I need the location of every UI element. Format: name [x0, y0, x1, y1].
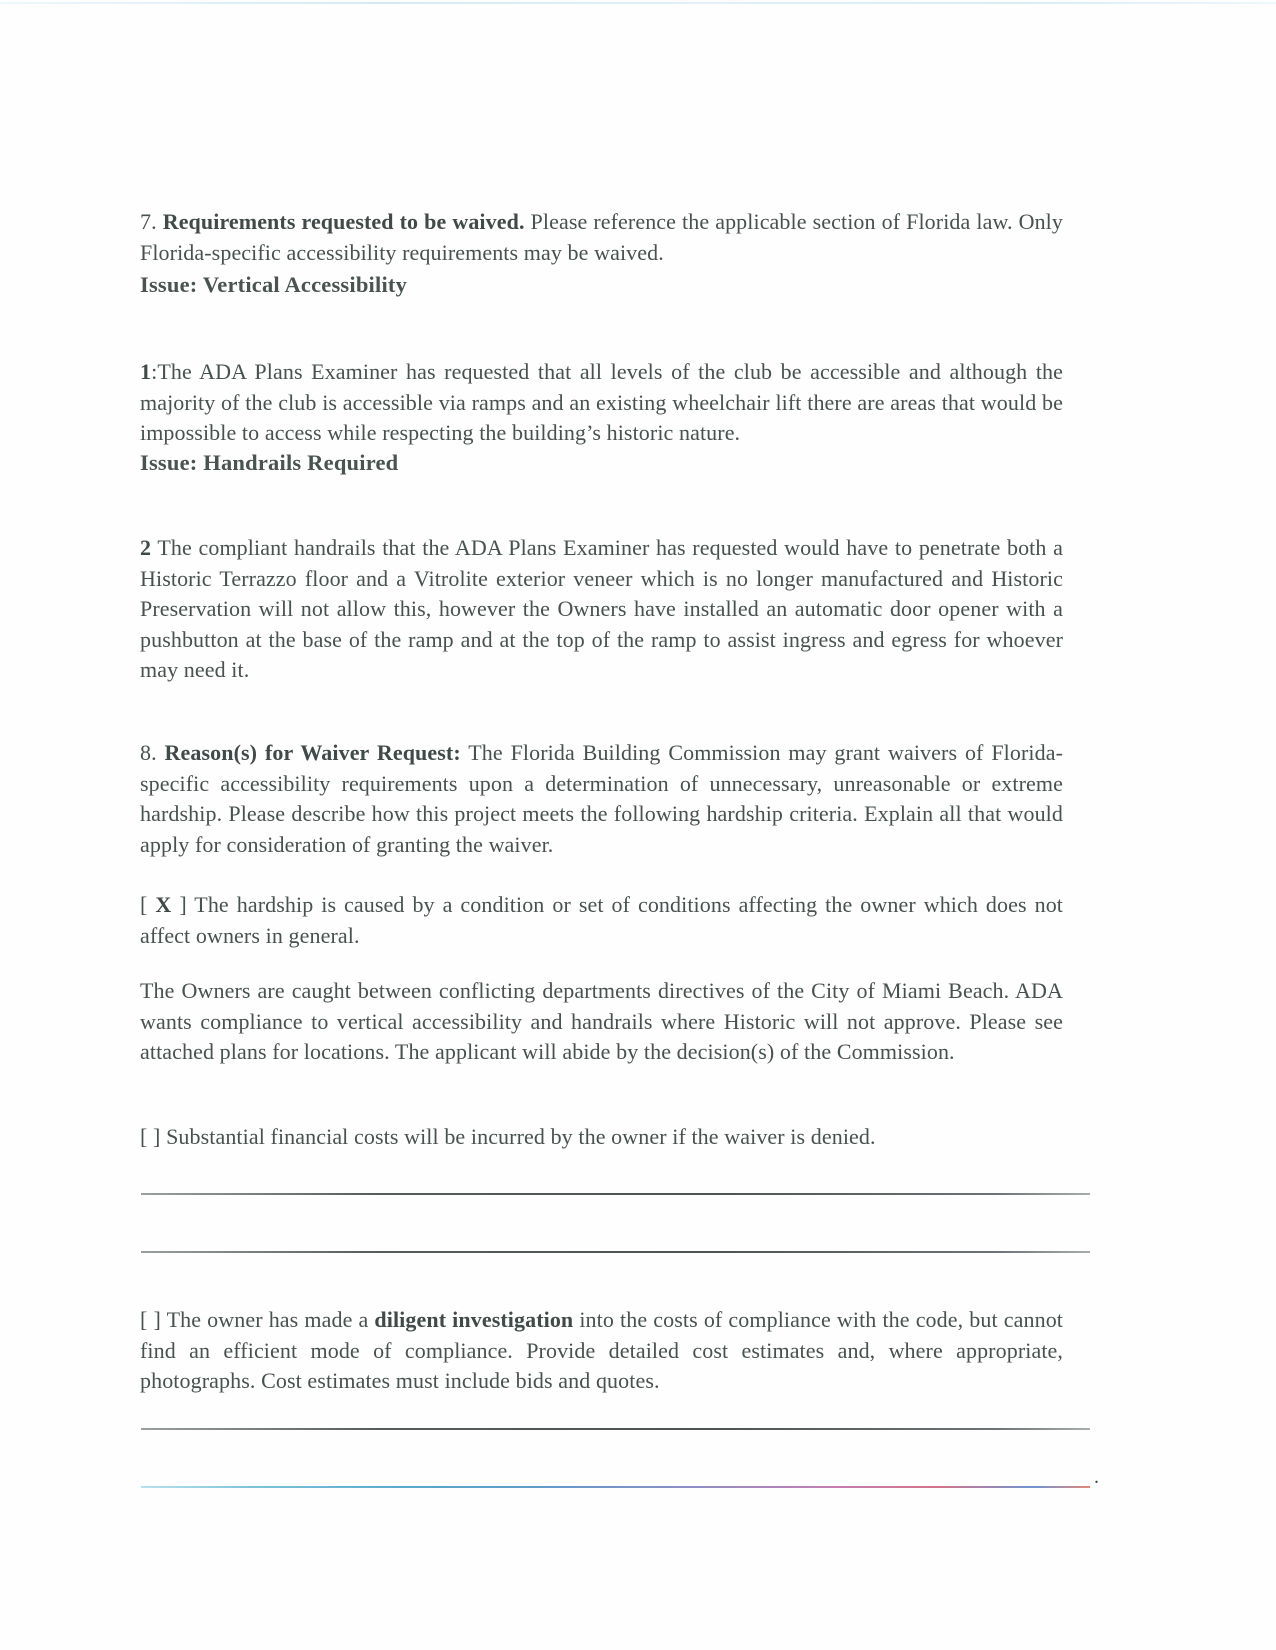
owners-statement-paragraph: The Owners are caught between conflicting departments directives of the City of Miami Beach. ADA wants compliance to vertical accessibility and handrails where Historic will not approve. Please see attached plans for locations. The applicant will abide by the decision(s) of the Commission. — [140, 978, 1063, 1065]
hardship-condition-text: The hardship is caused by a condition or set of conditions affecting the owner which does not affect owners in general. — [140, 892, 1064, 948]
answer-line-3 — [141, 1428, 1090, 1430]
trailing-period: . — [1094, 1466, 1099, 1488]
answer-line-2 — [141, 1251, 1090, 1253]
item-7-number: 7. — [140, 209, 163, 234]
issue-2-text: The compliant handrails that the ADA Plans Examiner has requested would have to penetrate both a Historic Terrazzo floor and a Vitrolite exterior veneer which is no longer manufactured and Historic Preservation will not allow this, however the Owners have installed an automatic door opener with a pushbutton at the base of the ramp and at the top of the ramp to assist ingress and egress for whoever may need it. — [140, 535, 1063, 683]
item-7-paragraph — [140, 207, 1063, 268]
item-8-title: Reason(s) for Waiver Request: — [164, 740, 461, 765]
empty-checkbox: [ ] — [140, 1307, 167, 1332]
issue-vertical-accessibility-heading: Issue: Vertical Accessibility — [140, 272, 408, 297]
item-7-title: Requirements requested to be waived. — [162, 209, 525, 234]
answer-line-4 — [141, 1486, 1090, 1488]
issue-1-number: 1 — [140, 359, 152, 384]
checkbox-open-bracket: [ — [140, 892, 156, 917]
diligent-pre-text: The owner has made a — [166, 1307, 375, 1332]
diligent-investigation-item — [140, 1305, 1063, 1397]
item-8-text: The Florida Building Commission may grant waivers of Florida-specific accessibility requirements upon a determination of unnecessary, unreasonable or extreme hardship. Please describe how this project meets the following hardship criteria. Explain all that would apply for consideration of granting the waiver. — [140, 740, 1063, 857]
checkbox-x-mark: X — [155, 892, 172, 917]
financial-costs-item — [140, 1122, 1063, 1153]
empty-checkbox: [ ] — [140, 1124, 167, 1149]
item-7-text: Please reference the applicable section of Florida law. Only Florida-specific accessibility requirements may be waived. — [140, 209, 1063, 265]
issue-2-number: 2 — [140, 535, 152, 560]
issue-handrails-required-heading: Issue: Handrails Required — [140, 450, 399, 475]
issue-2-paragraph — [140, 533, 1063, 686]
issue-1-paragraph — [140, 357, 1063, 449]
diligent-bold-text: diligent investigation — [374, 1307, 574, 1332]
issue-1-text: :The ADA Plans Examiner has requested that all levels of the club be accessible and although the majority of the club is accessible via ramps and an existing wheelchair lift there are areas that would be impossible to access while respecting the building’s historic nature. — [140, 359, 1063, 446]
item-8-number: 8. — [140, 740, 165, 765]
item-8-paragraph — [140, 738, 1063, 860]
diligent-text: into the costs of compliance with the code, but cannot find an efficient mode of compliance. Provide detailed cost estimates and, where appropriate, photographs. Cost estimates must include bids and quotes. — [140, 1307, 1064, 1394]
checkbox-close-bracket: ] — [171, 892, 195, 917]
scan-artifact-line — [0, 2, 1276, 4]
answer-line-1 — [141, 1193, 1090, 1195]
hardship-condition-item — [140, 890, 1063, 951]
financial-costs-text: Substantial financial costs will be incurred by the owner if the waiver is denied. — [166, 1124, 876, 1149]
